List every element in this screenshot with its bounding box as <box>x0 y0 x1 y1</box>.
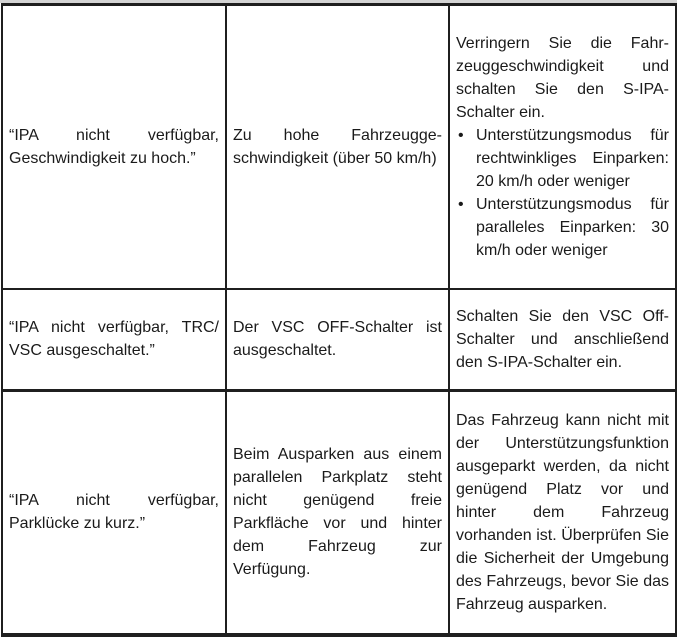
remedy-bullet-item <box>456 193 669 262</box>
cause-cell <box>226 289 449 391</box>
table-row <box>2 391 676 635</box>
bullet-text: Unterstützungsmodus für paralleles Einparken: 30 km/h oder weniger <box>476 195 669 259</box>
message-cell <box>2 289 226 391</box>
remedy-cell <box>449 289 676 391</box>
remedy-text: Schalten Sie den VSC Off-Schalter und anschließend den S-IPA-Schalter ein. <box>456 307 669 371</box>
message-text: “IPA nicht verfügbar, Geschwindigkeit zu hoch.” <box>9 126 219 167</box>
cause-text: Beim Ausparken aus einem parallelen Parkplatz steht nicht genügend freie Parkfläche vor und hinter dem Fahrzeug zur Verfügung. <box>233 446 442 579</box>
bullet-icon: • <box>458 195 464 213</box>
table-row <box>2 5 676 289</box>
remedy-cell <box>449 5 676 289</box>
remedy-bullet-list <box>456 124 669 262</box>
cause-cell <box>226 5 449 289</box>
message-cell <box>2 391 226 635</box>
message-text: “IPA nicht verfügbar, Parklücke zu kurz.” <box>9 492 219 533</box>
message-cell <box>2 5 226 289</box>
bullet-text: Unterstützungsmodus für rechtwinkliges Einparken: 20 km/h oder weniger <box>476 126 669 190</box>
cause-text: Der VSC OFF-Schalter ist ausgeschaltet. <box>233 319 442 360</box>
ipa-message-table <box>1 3 677 637</box>
remedy-text: Verringern Sie die Fahrzeuggeschwindigkeit und schalten Sie den S-IPA-Schalter ein. <box>456 34 669 121</box>
cause-cell <box>226 391 449 635</box>
cause-text: Zu hohe Fahrzeuggeschwindigkeit (über 50 km/h) <box>233 126 442 167</box>
remedy-text: Das Fahrzeug kann nicht mit der Unterstützungsfunktion ausgeparkt werden, da nicht genügend Platz vor und hinter dem Fahrzeug vorhanden ist. Überprüfen Sie die Sicherheit der Umgebung des Fahrzeugs, bevor Sie das Fahrzeug ausparken. <box>456 411 669 613</box>
bullet-icon: • <box>458 126 464 144</box>
message-text: “IPA nicht verfügbar, TRC/ VSC ausgeschaltet.” <box>9 319 219 360</box>
remedy-bullet-item <box>456 124 669 193</box>
table-row <box>2 289 676 391</box>
remedy-cell <box>449 391 676 635</box>
